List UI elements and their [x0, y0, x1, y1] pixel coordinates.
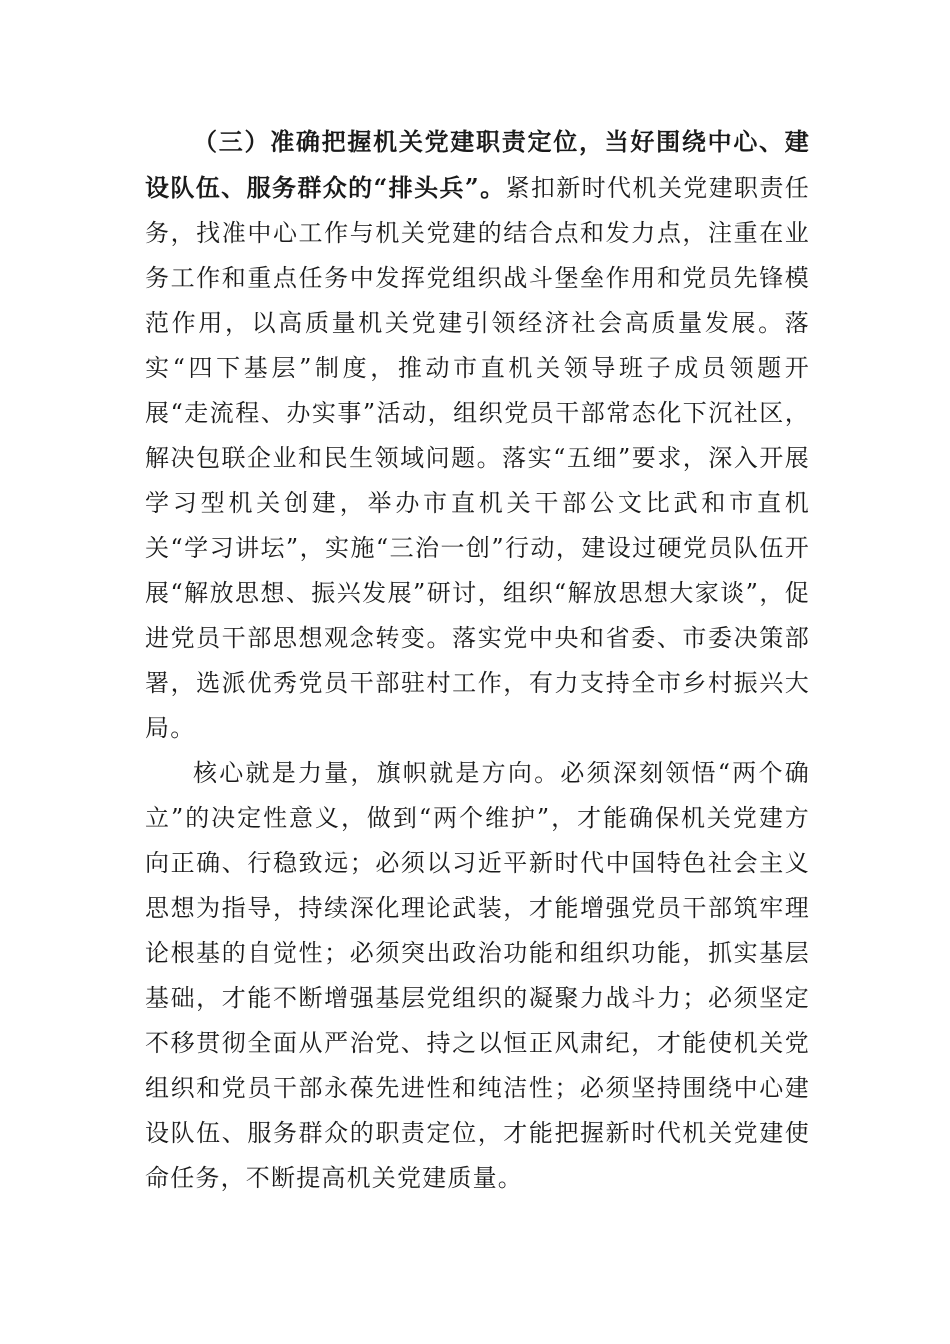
- section-heading: （三）准确把握机关党建职责定位，当好围绕中心、建设队伍、服务群众的“排头兵”。: [145, 127, 810, 202]
- paragraph-conclusion: [145, 751, 810, 1201]
- paragraph-section-three: [145, 119, 810, 751]
- paragraph-text: 核心就是力量，旗帜就是方向。必须深刻领悟“两个确立”的决定性意义，做到“两个维护”，才能确保机关党建方向正确、行稳致远；必须以习近平新时代中国特色社会主义思想为指导，持续深化理论武装，才能增强党员干部筑牢理论根基的自觉性；必须突出政治功能和组织功能，抓实基层基础，才能不断增强基层党组织的凝聚力战斗力；必须坚定不移贯彻全面从严治党、持之以恒正风肃纪，才能使机关党组织和党员干部永葆先进性和纯洁性；必须坚持围绕中心建设队伍、服务群众的职责定位，才能把握新时代机关党建使命任务，不断提高机关党建质量。: [145, 759, 810, 1192]
- document-body: [145, 119, 810, 1201]
- paragraph-text: 紧扣新时代机关党建职责任务，找准中心工作与机关党建的结合点和发力点，注重在业务工作和重点任务中发挥党组织战斗堡垒作用和党员先锋模范作用，以高质量机关党建引领经济社会高质量发展。落实“四下基层”制度，推动市直机关领导班子成员领题开展“走流程、办实事”活动，组织党员干部常态化下沉社区，解决包联企业和民生领域问题。落实“五细”要求，深入开展学习型机关创建，举办市直机关干部公文比武和市直机关“学习讲坛”，实施“三治一创”行动，建设过硬党员队伍开展“解放思想、振兴发展”研讨，组织“解放思想大家谈”，促进党员干部思想观念转变。落实党中央和省委、市委决策部署，选派优秀党员干部驻村工作，有力支持全市乡村振兴大局。: [145, 174, 810, 742]
